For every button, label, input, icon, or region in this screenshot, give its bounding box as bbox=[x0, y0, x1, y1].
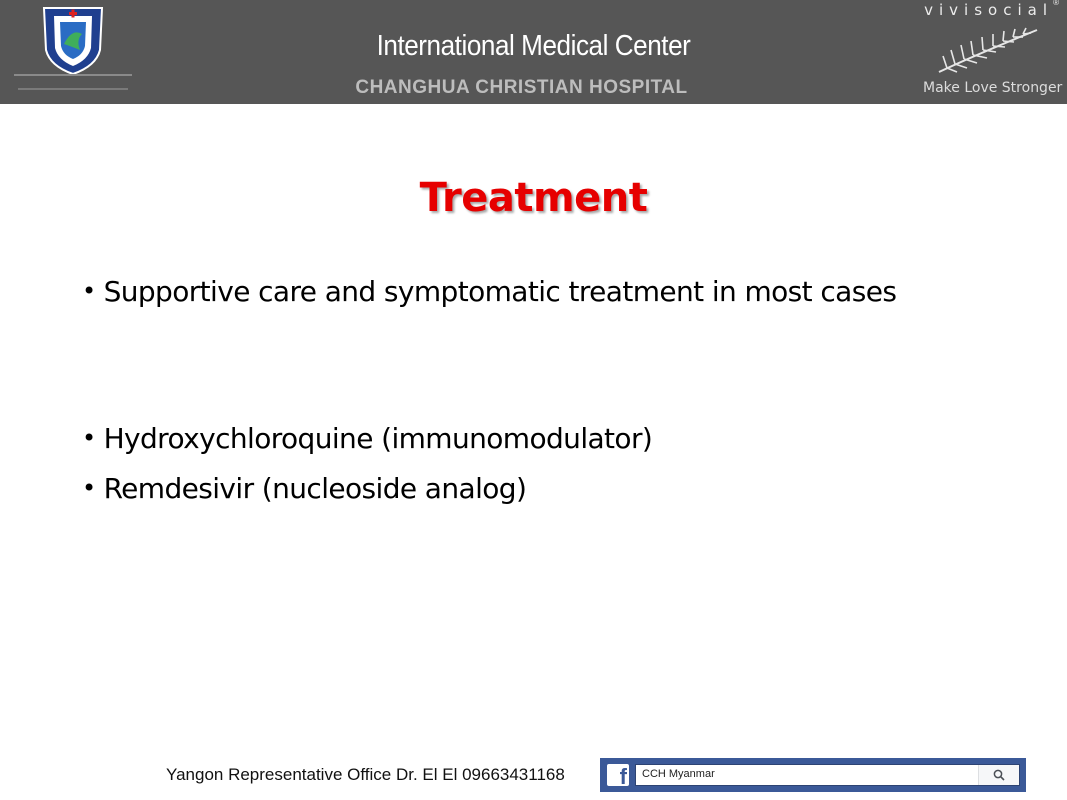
header-title: International Medical Center bbox=[376, 30, 691, 62]
bullet-text: Remdesivir (nucleoside analog) bbox=[103, 472, 527, 505]
facebook-icon[interactable]: f bbox=[607, 764, 629, 786]
bullet-text: Supportive care and symptomatic treatment in most cases bbox=[103, 275, 897, 308]
bullet-text: Hydroxychloroquine (immunomodulator) bbox=[103, 422, 653, 455]
header-banner bbox=[0, 0, 1067, 104]
bullet-dot: • bbox=[82, 424, 96, 452]
bullet-dot: • bbox=[82, 474, 96, 502]
search-query: CCH Myanmar bbox=[642, 768, 715, 780]
brand-tagline: Make Love Stronger bbox=[923, 80, 1063, 96]
registered-mark: ® bbox=[1053, 0, 1059, 7]
fern-leaf-icon bbox=[933, 26, 1041, 76]
brand-name: vivisocial bbox=[924, 1, 1053, 19]
facebook-search-input[interactable] bbox=[635, 764, 1020, 786]
header-subtitle: CHANGHUA CHRISTIAN HOSPITAL bbox=[355, 77, 688, 98]
bullet-item bbox=[82, 422, 652, 455]
bullet-item bbox=[82, 472, 526, 505]
search-icon bbox=[993, 769, 1005, 781]
facebook-search-bar bbox=[600, 758, 1026, 792]
slide-title: Treatment bbox=[419, 175, 648, 221]
brand-block bbox=[915, 0, 1065, 104]
search-button[interactable] bbox=[978, 765, 1019, 785]
bullet-item bbox=[82, 275, 896, 308]
office-contact: Yangon Representative Office Dr. El El 09663431168 bbox=[166, 765, 565, 784]
bullet-dot: • bbox=[82, 277, 96, 305]
